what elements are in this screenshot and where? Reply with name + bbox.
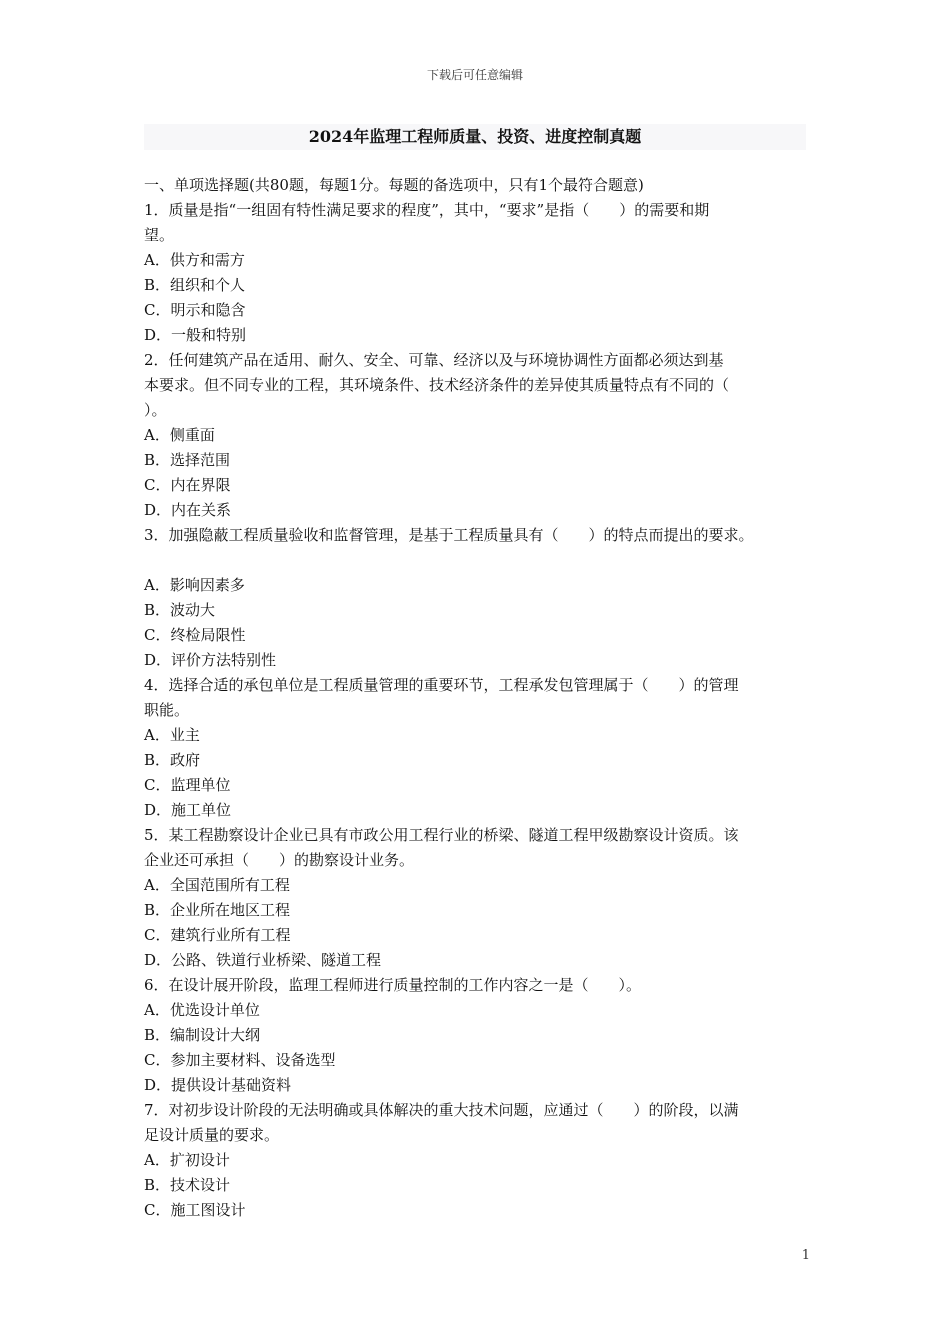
- question-text-line: 本要求。但不同专业的工程，其环境条件、技术经济条件的差异使其质量特点有不同的（: [144, 376, 730, 394]
- answer-option: C．终检局限性: [144, 626, 246, 644]
- answer-option: B．选择范围: [144, 451, 231, 469]
- page-number: 1: [801, 1248, 810, 1263]
- answer-option: C．建筑行业所有工程: [144, 926, 291, 944]
- answer-option: D．提供设计基础资料: [144, 1076, 292, 1094]
- answer-option: C．施工图设计: [144, 1201, 246, 1219]
- answer-option: C．明示和隐含: [144, 301, 246, 319]
- question-text-line: ）。: [144, 401, 167, 419]
- section-heading: 一、单项选择题(共80题，每题1分。每题的备选项中，只有1个最符合题意): [144, 176, 644, 194]
- header-note: 下载后可任意编辑: [426, 68, 523, 82]
- answer-option: D．施工单位: [144, 801, 232, 819]
- answer-option: D．一般和特别: [144, 326, 247, 344]
- question-5: [144, 823, 816, 973]
- answer-option: A．扩初设计: [144, 1151, 230, 1169]
- question-text-line: 2．任何建筑产品在适用、耐久、安全、可靠、经济以及与环境协调性方面都必须达到基: [144, 351, 724, 369]
- answer-option: B．组织和个人: [144, 276, 246, 294]
- answer-option: B．企业所在地区工程: [144, 901, 291, 919]
- question-text-line: 4．选择合适的承包单位是工程质量管理的重要环节，工程承发包管理属于（ ）的管理: [144, 676, 739, 694]
- question-6: [144, 973, 816, 1098]
- question-text-line: 望。: [144, 226, 175, 244]
- question-7: [144, 1098, 816, 1223]
- answer-option: D．内在关系: [144, 501, 232, 519]
- answer-option: C．参加主要材料、设备选型: [144, 1051, 336, 1069]
- answer-option: A．业主: [144, 726, 200, 744]
- question-text-line: 3．加强隐蔽工程质量验收和监督管理，是基于工程质量具有（ ）的特点而提出的要求。: [144, 526, 754, 544]
- document-body: [144, 173, 816, 1223]
- question-text-line: 职能。: [144, 701, 190, 719]
- question-text-line: 6．在设计展开阶段，监理工程师进行质量控制的工作内容之一是（ ）。: [144, 976, 642, 994]
- answer-option: A．影响因素多: [144, 576, 245, 594]
- answer-option: B．政府: [144, 751, 201, 769]
- answer-option: C．监理单位: [144, 776, 231, 794]
- question-text-line: 5．某工程勘察设计企业已具有市政公用工程行业的桥梁、隧道工程甲级勘察设计资质。该: [144, 826, 739, 844]
- question-text-line: 足设计质量的要求。: [144, 1126, 280, 1144]
- answer-option: B．技术设计: [144, 1176, 231, 1194]
- answer-option: B．波动大: [144, 601, 216, 619]
- question-text-line: [144, 548, 816, 573]
- answer-option: C．内在界限: [144, 476, 231, 494]
- question-text-line: 1．质量是指“一组固有特性满足要求的程度”，其中，“要求”是指（ ）的需要和期: [144, 201, 710, 219]
- answer-option: A．供方和需方: [144, 251, 245, 269]
- question-4: [144, 673, 816, 823]
- answer-option: B．编制设计大纲: [144, 1026, 261, 1044]
- answer-option: A．优选设计单位: [144, 1001, 260, 1019]
- question-1: [144, 198, 816, 348]
- answer-option: A．侧重面: [144, 426, 215, 444]
- question-3: [144, 523, 816, 673]
- question-text-line: 企业还可承担（ ）的勘察设计业务。: [144, 851, 415, 869]
- question-2: [144, 348, 816, 523]
- question-text-line: 7．对初步设计阶段的无法明确或具体解决的重大技术问题，应通过（ ）的阶段，以满: [144, 1101, 739, 1119]
- answer-option: A．全国范围所有工程: [144, 876, 290, 894]
- document-title: 2024年监理工程师质量、投资、进度控制真题: [144, 124, 806, 150]
- answer-option: D．评价方法特别性: [144, 651, 277, 669]
- answer-option: D．公路、铁道行业桥梁、隧道工程: [144, 951, 382, 969]
